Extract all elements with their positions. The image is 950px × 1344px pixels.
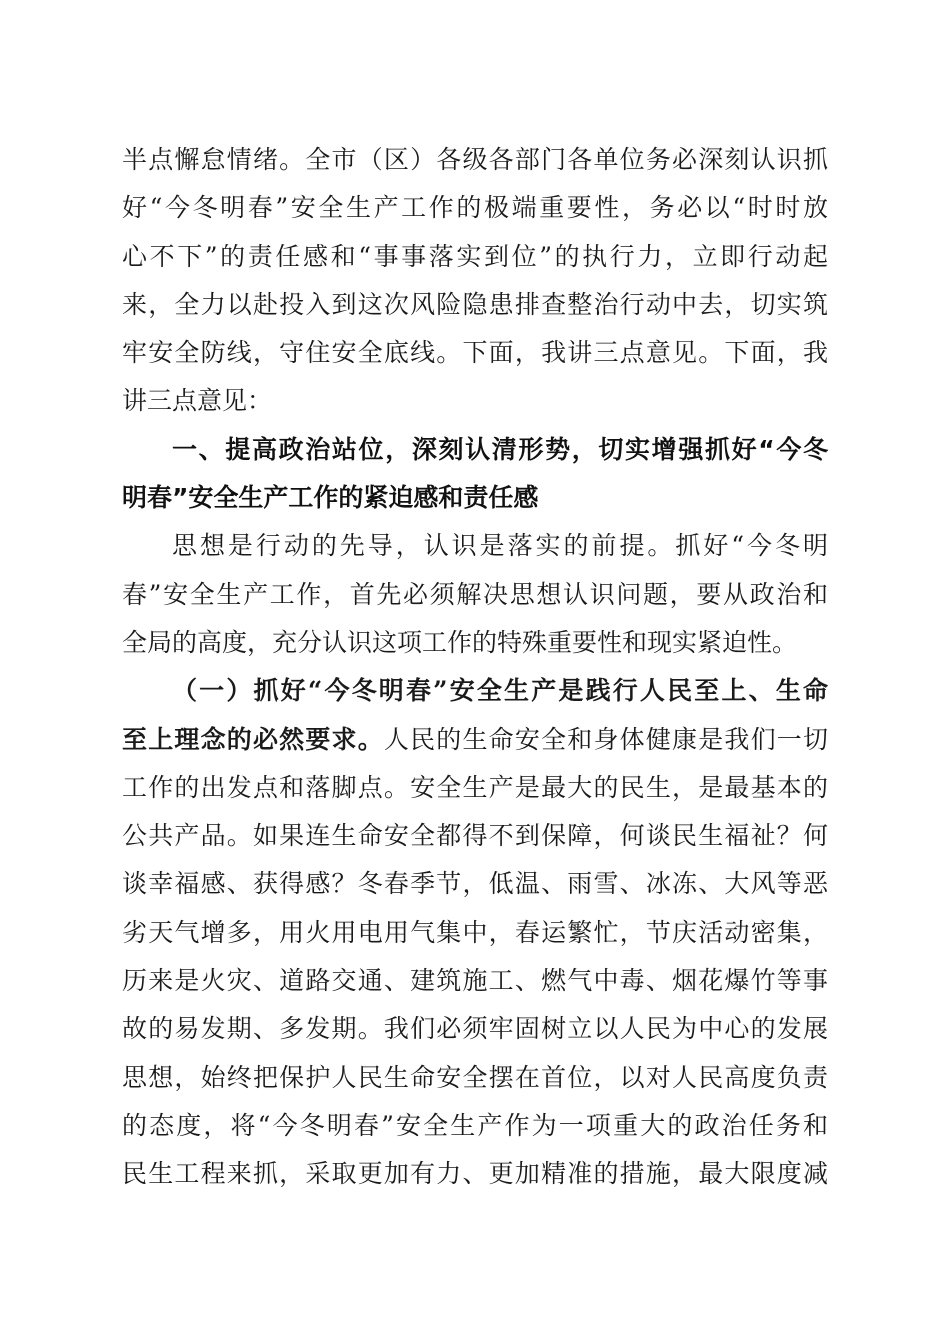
text-line: 牢安全防线，守住安全底线。下面，我讲三点意见。下面，我 xyxy=(122,338,828,368)
text-line: 全局的高度，充分认识这项工作的特殊重要性和现实紧迫性。 xyxy=(122,627,798,657)
text-line: 心不下”的责任感和“事事落实到位”的执行力，立即行动起 xyxy=(122,241,828,271)
subsection-heading-tail: 至上理念的必然要求。 xyxy=(122,724,384,754)
text-line: 好“今冬明春”安全生产工作的极端重要性，务必以“时时放 xyxy=(122,193,828,223)
text-line: 来，全力以赴投入到这次风险隐患排查整治行动中去，切实筑 xyxy=(122,289,828,319)
text-line: 工作的出发点和落脚点。安全生产是最大的民生，是最基本的 xyxy=(122,772,828,802)
text-line: 思想，始终把保护人民生命安全摆在首位，以对人民高度负责 xyxy=(122,1062,828,1092)
text-line: 思想是行动的先导，认识是落实的前提。抓好“今冬明 xyxy=(172,531,828,561)
text-line: 劣天气增多，用火用电用气集中，春运繁忙，节庆活动密集， xyxy=(122,917,828,947)
text-line: 讲三点意见： xyxy=(122,386,273,416)
document-body xyxy=(122,136,828,1199)
text-line: 谈幸福感、获得感？冬春季节，低温、雨雪、冰冻、大风等恶 xyxy=(122,869,828,899)
text-line: 故的易发期、多发期。我们必须牢固树立以人民为中心的发展 xyxy=(122,1014,828,1044)
text-line: 半点懈怠情绪。全市（区）各级各部门各单位务必深刻认识抓 xyxy=(122,145,828,174)
text-line: 的态度，将“今冬明春”安全生产作为一项重大的政治任务和 xyxy=(122,1110,828,1140)
text-line: 春”安全生产工作，首先必须解决思想认识问题，要从政治和 xyxy=(122,579,828,609)
text-line: 公共产品。如果连生命安全都得不到保障，何谈民生福祉？何 xyxy=(122,821,828,851)
text-line-rest: 人民的生命安全和身体健康是我们一切 xyxy=(383,724,828,754)
text-line: 历来是火灾、道路交通、建筑施工、燃气中毒、烟花爆竹等事 xyxy=(122,966,828,996)
subsection-heading: （一）抓好“今冬明春”安全生产是践行人民至上、生命 xyxy=(172,676,828,706)
section-heading: 明春”安全生产工作的紧迫感和责任感 xyxy=(122,483,539,513)
section-heading: 一、提高政治站位，深刻认清形势，切实增强抓好“今冬 xyxy=(172,434,828,464)
text-line xyxy=(122,716,828,764)
text-line: 民生工程来抓，采取更加有力、更加精准的措施，最大限度减 xyxy=(122,1159,828,1189)
